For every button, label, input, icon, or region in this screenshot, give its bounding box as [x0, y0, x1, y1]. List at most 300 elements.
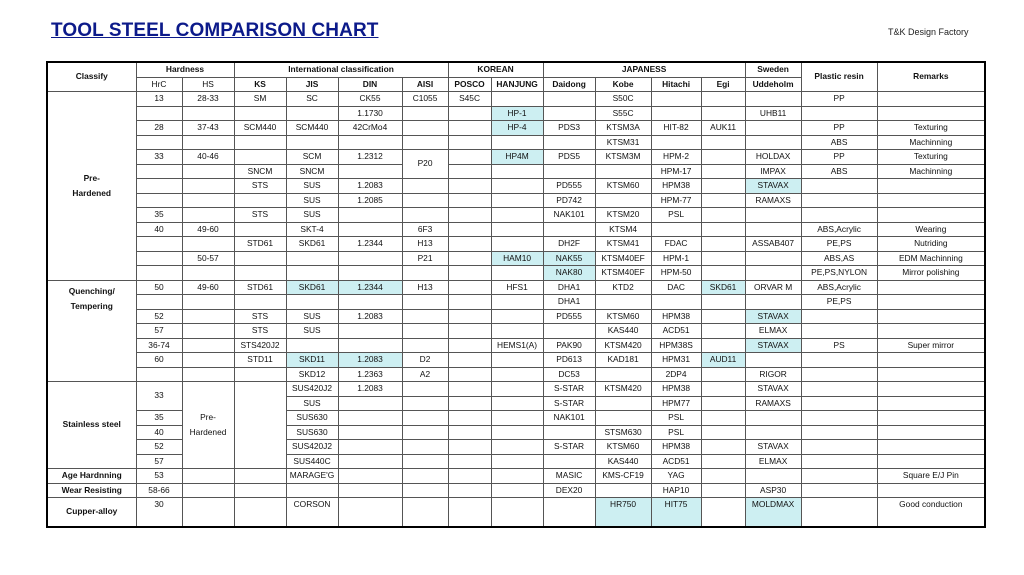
cell-ks: STS [234, 179, 286, 194]
cell-egi [701, 295, 745, 310]
cell-uddeholm [745, 135, 801, 150]
header-jis: JIS [286, 77, 338, 92]
cell-hitachi: HPM-2 [651, 150, 701, 165]
cell-egi [701, 396, 745, 411]
cell-hrc: 30 [136, 498, 182, 528]
cell-egi [701, 338, 745, 353]
cell-remarks [877, 425, 985, 440]
company-name: T&K Design Factory [888, 27, 969, 37]
cell-hitachi [651, 106, 701, 121]
cell-remarks [877, 483, 985, 498]
cell-ks [234, 367, 286, 382]
cell-posco [448, 135, 491, 150]
cell-plastic: ABS,Acrylic [801, 280, 877, 295]
cell-posco [448, 338, 491, 353]
cell-egi [701, 324, 745, 339]
group-pre-hardened: Pre- Hardened [47, 92, 136, 281]
header-plastic: Plastic resin [801, 62, 877, 92]
cell-plastic [801, 454, 877, 469]
cell-remarks [877, 280, 985, 295]
cell-daidong: NAK80 [543, 266, 595, 281]
cell-kobe: KTSM40EF [595, 266, 651, 281]
page-title: TOOL STEEL COMPARISON CHART [51, 20, 379, 41]
cell-plastic: PP [801, 92, 877, 107]
cell-kobe: KTD2 [595, 280, 651, 295]
cell-hitachi: ACD51 [651, 454, 701, 469]
cell-daidong [543, 454, 595, 469]
cell-uddeholm: ELMAX [745, 454, 801, 469]
cell-hitachi: PSL [651, 425, 701, 440]
cell-kobe [595, 396, 651, 411]
cell-aisi [402, 208, 448, 223]
cell-jis [286, 483, 338, 498]
cell-kobe [595, 164, 651, 179]
cell-kobe: KTSM40EF [595, 251, 651, 266]
cell-hrc: 57 [136, 454, 182, 469]
cell-hs [182, 469, 234, 484]
header-classify: Classify [47, 62, 136, 92]
cell-posco [448, 382, 491, 397]
cell-ks: STS420J2 [234, 338, 286, 353]
cell-hs [182, 295, 234, 310]
cell-uddeholm: ASP30 [745, 483, 801, 498]
header-remarks: Remarks [877, 62, 985, 92]
cell-hanjung [491, 208, 543, 223]
cell-hanjung [491, 135, 543, 150]
cell-daidong: S-STAR [543, 382, 595, 397]
cell-hitachi: HAP10 [651, 483, 701, 498]
cell-aisi [402, 324, 448, 339]
cell-uddeholm: STAVAX [745, 338, 801, 353]
cell-jis [286, 266, 338, 281]
cell-din [338, 135, 402, 150]
cell-hs [182, 338, 234, 353]
cell-kobe: KTSM41 [595, 237, 651, 252]
cell-remarks: Good conduction [877, 498, 985, 528]
header-korean: KOREAN [448, 62, 543, 77]
cell-uddeholm: RIGOR [745, 367, 801, 382]
cell-din [338, 498, 402, 528]
header-ks: KS [234, 77, 286, 92]
cell-posco [448, 309, 491, 324]
cell-ks: SM [234, 92, 286, 107]
cell-hs [182, 367, 234, 382]
cell-uddeholm [745, 92, 801, 107]
cell-jis [286, 106, 338, 121]
cell-hs [182, 106, 234, 121]
cell-hitachi: HPM38S [651, 338, 701, 353]
header-row-1 [47, 62, 985, 77]
cell-plastic [801, 353, 877, 368]
cell-hanjung [491, 324, 543, 339]
cell-egi [701, 150, 745, 165]
cell-aisi: 6F3 [402, 222, 448, 237]
cell-jis [286, 135, 338, 150]
header-daidong: Daidong [543, 77, 595, 92]
header-hardness: Hardness [136, 62, 234, 77]
cell-daidong [543, 425, 595, 440]
cell-hanjung [491, 425, 543, 440]
cell-uddeholm [745, 208, 801, 223]
cell-hs [182, 164, 234, 179]
cell-ks: SNCM [234, 164, 286, 179]
cell-ks [234, 266, 286, 281]
cell-daidong: PDS3 [543, 121, 595, 136]
cell-jis [286, 251, 338, 266]
cell-hitachi: PSL [651, 208, 701, 223]
cell-ks: SCM440 [234, 121, 286, 136]
table-row [47, 164, 985, 179]
cell-uddeholm: STAVAX [745, 309, 801, 324]
cell-aisi: P20 [402, 150, 448, 179]
cell-posco: S45C [448, 92, 491, 107]
cell-kobe: S50C [595, 92, 651, 107]
cell-remarks: Square E/J Pin [877, 469, 985, 484]
cell-egi [701, 367, 745, 382]
cell-kobe: KTSM60 [595, 309, 651, 324]
cell-din [338, 222, 402, 237]
cell-hrc: 28 [136, 121, 182, 136]
cell-daidong: S-STAR [543, 440, 595, 455]
cell-hs-pre-hardened: Pre- Hardened [182, 382, 234, 469]
group-wear-resisting: Wear Resisting [47, 483, 136, 498]
cell-hrc [136, 367, 182, 382]
cell-kobe: S55C [595, 106, 651, 121]
cell-hs [182, 498, 234, 528]
cell-daidong: DC53 [543, 367, 595, 382]
cell-egi [701, 135, 745, 150]
table-row [47, 295, 985, 310]
table-row [47, 469, 985, 484]
cell-daidong: MASIC [543, 469, 595, 484]
header-hrc: HrC [136, 77, 182, 92]
cell-jis: SCM [286, 150, 338, 165]
cell-posco [448, 353, 491, 368]
cell-aisi [402, 440, 448, 455]
cell-hitachi: HIT-82 [651, 121, 701, 136]
cell-aisi [402, 483, 448, 498]
cell-hanjung [491, 382, 543, 397]
cell-jis: SUS [286, 309, 338, 324]
cell-posco [448, 179, 491, 194]
cell-ks [234, 150, 286, 165]
cell-aisi [402, 338, 448, 353]
cell-posco [448, 121, 491, 136]
cell-daidong [543, 498, 595, 528]
table-row [47, 483, 985, 498]
cell-daidong: NAK101 [543, 208, 595, 223]
cell-uddeholm: ASSAB407 [745, 237, 801, 252]
cell-jis: SUS440C [286, 454, 338, 469]
cell-hanjung [491, 498, 543, 528]
cell-remarks [877, 106, 985, 121]
cell-remarks [877, 309, 985, 324]
cell-hitachi: HPM38 [651, 309, 701, 324]
cell-hs [182, 179, 234, 194]
cell-hanjung [491, 222, 543, 237]
cell-plastic: ABS [801, 135, 877, 150]
cell-aisi [402, 498, 448, 528]
cell-hrc: 57 [136, 324, 182, 339]
cell-egi [701, 483, 745, 498]
cell-kobe [595, 193, 651, 208]
tool-steel-comparison-table [46, 61, 986, 528]
cell-egi [701, 454, 745, 469]
cell-din [338, 396, 402, 411]
cell-uddeholm [745, 353, 801, 368]
cell-ks [234, 222, 286, 237]
cell-jis: SUS [286, 179, 338, 194]
cell-egi [701, 222, 745, 237]
cell-posco [448, 266, 491, 281]
cell-plastic [801, 498, 877, 528]
cell-remarks [877, 92, 985, 107]
table-row [47, 309, 985, 324]
header-din: DIN [338, 77, 402, 92]
cell-din: 1.2083 [338, 309, 402, 324]
cell-daidong [543, 106, 595, 121]
cell-din [338, 411, 402, 426]
cell-remarks: Texturing [877, 150, 985, 165]
cell-hitachi: HPM38 [651, 440, 701, 455]
cell-din: 42CrMo4 [338, 121, 402, 136]
cell-din: 1.2083 [338, 179, 402, 194]
cell-remarks [877, 382, 985, 397]
cell-hitachi: PSL [651, 411, 701, 426]
cell-aisi [402, 193, 448, 208]
header-japanese: JAPANESS [543, 62, 745, 77]
cell-plastic: PP [801, 121, 877, 136]
cell-ks: STD61 [234, 237, 286, 252]
cell-aisi [402, 135, 448, 150]
cell-daidong [543, 222, 595, 237]
cell-plastic: ABS [801, 164, 877, 179]
cell-hitachi [651, 295, 701, 310]
cell-uddeholm: STAVAX [745, 382, 801, 397]
cell-ks [234, 295, 286, 310]
cell-hs: 49-60 [182, 280, 234, 295]
cell-daidong: NAK55 [543, 251, 595, 266]
cell-posco [448, 498, 491, 528]
cell-kobe: KMS-CF19 [595, 469, 651, 484]
cell-hs [182, 193, 234, 208]
cell-posco [448, 483, 491, 498]
cell-uddeholm: UHB11 [745, 106, 801, 121]
cell-kobe: KTSM31 [595, 135, 651, 150]
cell-din: 1.2085 [338, 193, 402, 208]
cell-jis: SNCM [286, 164, 338, 179]
cell-uddeholm: STAVAX [745, 440, 801, 455]
cell-hrc: 50 [136, 280, 182, 295]
table-row [47, 338, 985, 353]
cell-uddeholm [745, 425, 801, 440]
cell-jis: SKD12 [286, 367, 338, 382]
cell-hs [182, 266, 234, 281]
cell-hanjung [491, 193, 543, 208]
cell-daidong: NAK101 [543, 411, 595, 426]
cell-hrc: 52 [136, 309, 182, 324]
cell-din [338, 440, 402, 455]
cell-egi: AUD11 [701, 353, 745, 368]
cell-hitachi: HPM-17 [651, 164, 701, 179]
cell-hitachi: HPM77 [651, 396, 701, 411]
cell-uddeholm [745, 469, 801, 484]
cell-kobe: KAS440 [595, 454, 651, 469]
table-row [47, 106, 985, 121]
cell-hs: 28-33 [182, 92, 234, 107]
cell-hanjung [491, 164, 543, 179]
cell-din [338, 483, 402, 498]
cell-posco [448, 164, 491, 179]
table-row [47, 367, 985, 382]
cell-plastic [801, 483, 877, 498]
cell-jis: SUS [286, 324, 338, 339]
cell-hrc [136, 295, 182, 310]
cell-uddeholm: STAVAX [745, 179, 801, 194]
cell-plastic: PP [801, 150, 877, 165]
cell-plastic: ABS,Acrylic [801, 222, 877, 237]
cell-jis: SKD61 [286, 280, 338, 295]
cell-uddeholm [745, 121, 801, 136]
table-row [47, 353, 985, 368]
cell-remarks [877, 440, 985, 455]
cell-plastic [801, 324, 877, 339]
cell-din: 1.2363 [338, 367, 402, 382]
cell-ks [234, 135, 286, 150]
cell-ks: STS [234, 324, 286, 339]
cell-posco [448, 150, 491, 165]
cell-jis: SC [286, 92, 338, 107]
cell-daidong [543, 135, 595, 150]
group-stainless-steel: Stainless steel [47, 382, 136, 469]
cell-egi [701, 498, 745, 528]
cell-egi [701, 251, 745, 266]
cell-uddeholm: MOLDMAX [745, 498, 801, 528]
cell-kobe [595, 295, 651, 310]
table-row [47, 135, 985, 150]
cell-aisi: H13 [402, 280, 448, 295]
cell-aisi [402, 396, 448, 411]
cell-remarks: EDM Machinning [877, 251, 985, 266]
cell-din [338, 425, 402, 440]
cell-kobe [595, 483, 651, 498]
cell-kobe [595, 367, 651, 382]
cell-jis: SUS630 [286, 425, 338, 440]
cell-aisi [402, 382, 448, 397]
cell-remarks [877, 193, 985, 208]
header-uddeholm: Uddeholm [745, 77, 801, 92]
cell-hrc [136, 106, 182, 121]
cell-posco [448, 454, 491, 469]
cell-remarks [877, 396, 985, 411]
cell-din [338, 324, 402, 339]
cell-posco [448, 411, 491, 426]
cell-egi [701, 469, 745, 484]
cell-kobe: KTSM420 [595, 382, 651, 397]
cell-ks [234, 469, 286, 484]
table-row [47, 237, 985, 252]
cell-aisi: P21 [402, 251, 448, 266]
cell-hitachi [651, 222, 701, 237]
cell-plastic [801, 208, 877, 223]
table-row [47, 222, 985, 237]
cell-remarks [877, 295, 985, 310]
cell-kobe: KAS440 [595, 324, 651, 339]
cell-ks: STS [234, 309, 286, 324]
cell-hrc [136, 179, 182, 194]
cell-egi [701, 425, 745, 440]
cell-hanjung [491, 411, 543, 426]
cell-daidong: PDS5 [543, 150, 595, 165]
cell-daidong: PD613 [543, 353, 595, 368]
cell-aisi [402, 106, 448, 121]
cell-aisi [402, 469, 448, 484]
group-copper-alloy: Cupper-alloy [47, 498, 136, 528]
cell-egi [701, 309, 745, 324]
cell-uddeholm [745, 266, 801, 281]
cell-egi [701, 92, 745, 107]
cell-kobe [595, 411, 651, 426]
cell-hs [182, 135, 234, 150]
cell-hitachi: YAG [651, 469, 701, 484]
cell-hrc [136, 237, 182, 252]
cell-aisi: A2 [402, 367, 448, 382]
cell-din [338, 266, 402, 281]
cell-hitachi: FDAC [651, 237, 701, 252]
cell-hanjung [491, 295, 543, 310]
cell-remarks: Mirror polishing [877, 266, 985, 281]
cell-ks: STS [234, 208, 286, 223]
cell-uddeholm: HOLDAX [745, 150, 801, 165]
cell-hrc: 35 [136, 208, 182, 223]
table-row [47, 179, 985, 194]
group-quenching-tempering: Quenching/ Tempering [47, 280, 136, 382]
cell-remarks [877, 367, 985, 382]
cell-egi: SKD61 [701, 280, 745, 295]
cell-hitachi: HPM-77 [651, 193, 701, 208]
cell-plastic [801, 193, 877, 208]
cell-din: 1.2312 [338, 150, 402, 165]
cell-hrc [136, 266, 182, 281]
table-row [47, 382, 985, 397]
group-age-hardening: Age Hardnning [47, 469, 136, 484]
cell-uddeholm [745, 251, 801, 266]
cell-egi [701, 208, 745, 223]
cell-din [338, 295, 402, 310]
table-row [47, 92, 985, 107]
cell-posco [448, 193, 491, 208]
cell-posco [448, 280, 491, 295]
cell-ks: STD11 [234, 353, 286, 368]
cell-daidong: DHA1 [543, 280, 595, 295]
cell-posco [448, 469, 491, 484]
cell-aisi [402, 454, 448, 469]
cell-jis: SCM440 [286, 121, 338, 136]
cell-kobe: KTSM20 [595, 208, 651, 223]
cell-kobe: KTSM420 [595, 338, 651, 353]
cell-egi [701, 193, 745, 208]
cell-hanjung [491, 179, 543, 194]
cell-hanjung [491, 266, 543, 281]
cell-remarks: Wearing [877, 222, 985, 237]
cell-remarks [877, 208, 985, 223]
cell-hitachi: 2DP4 [651, 367, 701, 382]
cell-hs [182, 208, 234, 223]
cell-remarks: Nutriding [877, 237, 985, 252]
cell-din: CK55 [338, 92, 402, 107]
cell-hanjung [491, 440, 543, 455]
header-sweden: Sweden [745, 62, 801, 77]
